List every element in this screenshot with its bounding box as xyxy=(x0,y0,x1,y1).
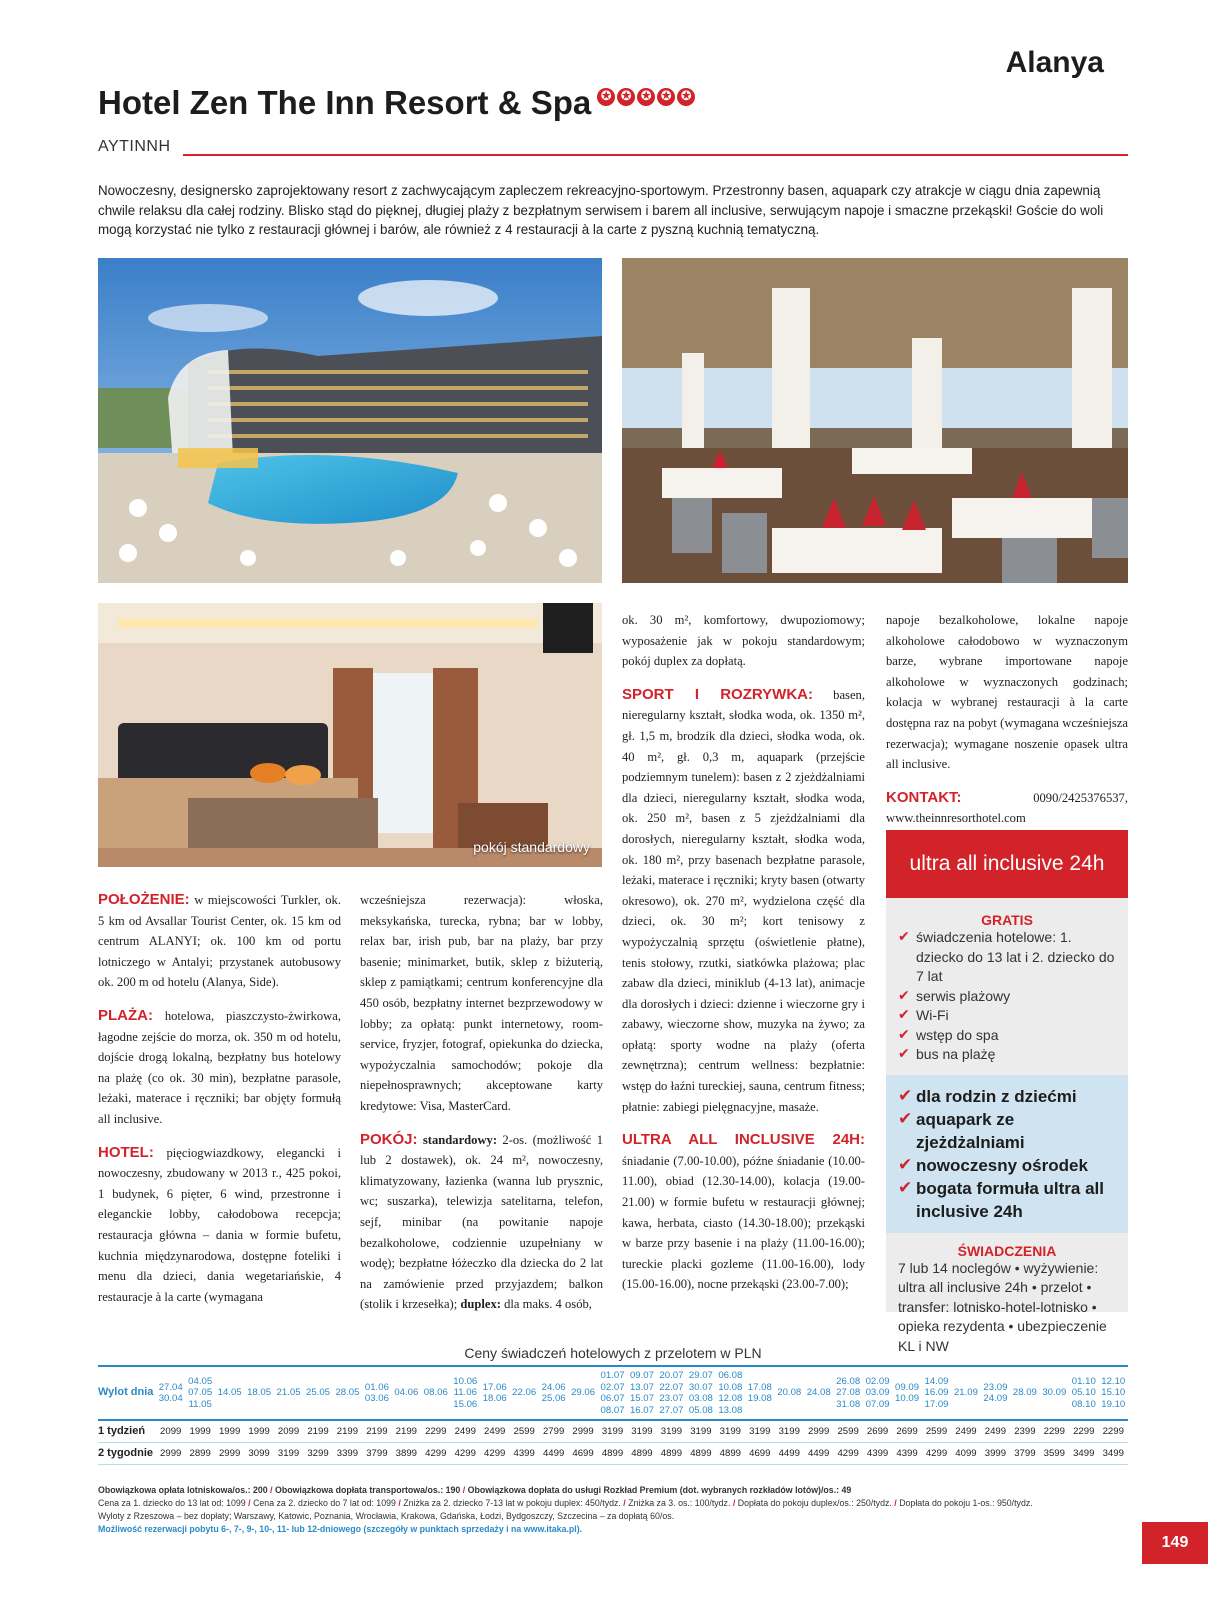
price-cell: 4899 xyxy=(716,1442,745,1464)
price-cell: 1999 xyxy=(215,1420,244,1442)
departure-date: 16.07 xyxy=(629,1404,654,1416)
separator: / xyxy=(248,1498,251,1508)
text-pokoj-2: dla maks. 4 osób, xyxy=(500,1297,592,1312)
text-kontakt: 0090/2425376537, www.theinnresorthotel.com xyxy=(886,790,1128,826)
departure-date-cell xyxy=(1010,1366,1039,1420)
star-icon: ✪ xyxy=(657,88,675,106)
star-icon: ✪ xyxy=(597,88,615,106)
text-pokoj-1: 2-os. (możliwość 1 lub 2 dostawek), ok. 24 m², nowoczesny, klimatyzowany, łazienka (wanna lub prysznic, wc; suszarka), telewizja satelitarna, telefon, sejf, minibar (na powitanie napoje bezalkoholowe, codziennie uzupełniany w wodę); bezpłatne łóżeczko dla dziecka do 2 lat na zamówienie przed przyjazdem; balkon (stolik i krzesełka); xyxy=(360,1132,603,1312)
text-ultra: śniadanie (7.00-10.00), późne śniadanie (10.00-11.00), obiad (12.30-14.00), kolacja (19.00-21.00) w formie bufetu w restauracji głównej; kawa, herbata, ciasto (14.30-18.00); przekąski w barze przy basenie i na plaży (11.00-16.00); tureckie placki gozleme (11.00-16.00), lody (15.00-16.00), nocne przekąski (23.00-7.00); xyxy=(622,1153,865,1292)
price-cell: 2499 xyxy=(951,1420,980,1442)
departure-date: 16.09 xyxy=(924,1387,949,1399)
checkmark-icon: ✔ xyxy=(898,929,910,945)
note-duplex-discount: Zniżka za 2. dziecko 7-13 lat w pokoju duplex: 450/tydz. xyxy=(403,1498,621,1508)
price-notes xyxy=(98,1484,1128,1536)
price-cell: 2099 xyxy=(274,1420,303,1442)
departure-date: 15.06 xyxy=(453,1398,478,1410)
departure-date: 08.06 xyxy=(423,1387,448,1399)
checkmark-icon: ✔ xyxy=(898,1154,913,1175)
price-cell: 4899 xyxy=(598,1442,627,1464)
departure-date: 04.06 xyxy=(394,1387,419,1399)
price-cell: 4899 xyxy=(657,1442,686,1464)
departure-date: 12.08 xyxy=(718,1393,743,1404)
separator: / xyxy=(623,1498,626,1508)
departure-date-cell xyxy=(775,1366,804,1420)
departure-date-cell xyxy=(421,1366,450,1420)
departure-date: 28.05 xyxy=(335,1387,360,1399)
departure-date: 05.10 xyxy=(1071,1387,1096,1399)
heading-hotel: HOTEL: xyxy=(98,1143,154,1161)
feature-item-text: aquapark ze zjeżdżalniami xyxy=(916,1109,1025,1152)
price-cell: 2999 xyxy=(215,1442,244,1464)
price-cell: 2299 xyxy=(1040,1420,1069,1442)
gratis-item-text: wstęp do spa xyxy=(916,1026,999,1043)
section-plaza xyxy=(98,1006,341,1130)
departure-date: 19.08 xyxy=(747,1393,772,1404)
price-cell: 4299 xyxy=(451,1442,480,1464)
title-divider xyxy=(183,154,1128,156)
price-cell: 4699 xyxy=(745,1442,774,1464)
price-table-title: Ceny świadczeń hotelowych z przelotem w PLN xyxy=(464,1345,762,1361)
heading-polozenie: POŁOŻENIE: xyxy=(98,891,190,908)
departure-date-cell xyxy=(392,1366,421,1420)
price-cell: 2399 xyxy=(1010,1420,1039,1442)
departure-date: 26.08 xyxy=(836,1375,861,1387)
departure-date: 29.06 xyxy=(571,1387,596,1399)
departure-date: 18.06 xyxy=(482,1393,507,1404)
section-sport xyxy=(622,685,865,1117)
features-band xyxy=(886,1075,1128,1233)
price-cell: 3799 xyxy=(362,1442,391,1464)
price-cell: 2099 xyxy=(156,1420,185,1442)
ultra-all-inclusive-box xyxy=(886,830,1128,1354)
departure-date: 21.09 xyxy=(953,1387,978,1399)
column-4 xyxy=(886,610,1128,842)
departure-date-cell xyxy=(244,1366,273,1420)
hotel-title xyxy=(98,84,695,122)
departure-date-cell xyxy=(981,1366,1010,1420)
departure-date: 24.08 xyxy=(806,1387,831,1399)
feature-item-text: bogata formuła ultra all inclusive 24h xyxy=(916,1178,1104,1221)
price-cell: 3199 xyxy=(716,1420,745,1442)
price-cell: 3199 xyxy=(686,1420,715,1442)
photo-caption: pokój standardowy xyxy=(473,839,590,855)
departure-date: 27.07 xyxy=(659,1404,684,1416)
departure-date: 11.06 xyxy=(453,1387,477,1399)
price-cell: 2199 xyxy=(392,1420,421,1442)
departure-date: 14.09 xyxy=(924,1375,949,1387)
separator: / xyxy=(894,1498,897,1508)
pokoj-continued: ok. 30 m², komfortowy, dwupoziomowy; wyposażenie jak w pokoju standardowym; pokój duplex za dopłatą. xyxy=(622,613,865,669)
features-list xyxy=(898,1085,1116,1223)
checkmark-icon: ✔ xyxy=(898,1177,913,1198)
departure-date-cell xyxy=(863,1366,892,1420)
price-row-2-weeks xyxy=(98,1442,1128,1464)
departure-date-cell xyxy=(657,1366,686,1420)
price-cell: 3199 xyxy=(627,1420,656,1442)
departure-date: 15.07 xyxy=(629,1393,654,1404)
section-ultra xyxy=(622,1130,865,1295)
departure-date-cell xyxy=(686,1366,715,1420)
departure-date: 13.07 xyxy=(629,1381,654,1393)
departure-date: 10.09 xyxy=(895,1393,920,1404)
price-cell: 4399 xyxy=(892,1442,921,1464)
departure-date-cell xyxy=(215,1366,244,1420)
departure-date-cell xyxy=(451,1366,480,1420)
departure-date: 28.09 xyxy=(1012,1387,1037,1399)
departure-date: 06.07 xyxy=(600,1393,625,1404)
departure-date: 06.08 xyxy=(718,1370,743,1381)
departure-date-cell xyxy=(745,1366,774,1420)
text-hotel: pięciogwiazdkowy, elegancki i nowoczesny, zbudowany w 2013 r., 425 pokoi, 1 budynek, 6 pięter, 6 wind, przestronne i eleganckie lobby, całodobowa recepcja; restauracja główna – dania w formie bufetu, kuchnia międzynarodowa, dostępne foteliki i menu dla dzieci, dania wegetariańskie, 4 restauracje à la carte (wymagana xyxy=(98,1145,341,1304)
photo-standard-room xyxy=(98,603,602,867)
price-cell: 4699 xyxy=(568,1442,597,1464)
price-cell: 3999 xyxy=(981,1442,1010,1464)
region-name: Alanya xyxy=(1005,46,1104,79)
departure-date: 22.06 xyxy=(512,1387,537,1399)
price-cell: 3899 xyxy=(392,1442,421,1464)
departure-date: 02.09 xyxy=(865,1375,890,1387)
departure-date: 27.04 xyxy=(158,1381,183,1393)
departure-date: 07.09 xyxy=(865,1398,890,1410)
departure-date-cell xyxy=(333,1366,362,1420)
gratis-item xyxy=(898,1026,1116,1046)
swiadczenia-text: 7 lub 14 noclegów • wyżywienie: ultra all inclusive 24h • przelot • transfer: lotnisko-hotel-lotnisko • opieka rezydenta • ubezpieczenie KL i NW xyxy=(898,1259,1107,1354)
departure-date: 02.07 xyxy=(600,1381,625,1393)
departure-date-cell xyxy=(480,1366,509,1420)
departure-date: 08.07 xyxy=(600,1404,625,1416)
price-cell: 2799 xyxy=(539,1420,568,1442)
separator: / xyxy=(270,1485,273,1495)
departure-date-cell xyxy=(362,1366,391,1420)
price-cell: 4299 xyxy=(421,1442,450,1464)
note-child1-price: Cena za 1. dziecko do 13 lat od: 1099 xyxy=(98,1498,246,1508)
checkmark-icon: ✔ xyxy=(898,1026,910,1043)
departure-date-cell xyxy=(716,1366,745,1420)
departure-date-cell xyxy=(892,1366,921,1420)
note-duplex-surcharge: Dopłata do pokoju duplex/os.: 250/tydz. xyxy=(737,1498,892,1508)
departure-date-cell xyxy=(598,1366,627,1420)
price-cell: 4899 xyxy=(686,1442,715,1464)
departure-date: 24.09 xyxy=(983,1393,1008,1404)
column-1 xyxy=(98,890,341,1320)
departure-date: 03.09 xyxy=(865,1387,890,1399)
feature-item-text: nowoczesny ośrodek xyxy=(916,1155,1088,1175)
departure-date: 30.04 xyxy=(158,1393,183,1404)
departure-date-cell xyxy=(568,1366,597,1420)
notes-line-3: Wyloty z Rzeszowa – bez dopłaty; Warszawy, Katowic, Poznania, Wrocławia, Krakowa, Gdańska, Łodzi, Bydgoszczy, Szczecina – za dopłatą 60/os. xyxy=(98,1511,675,1521)
price-cell: 3199 xyxy=(775,1420,804,1442)
intro-paragraph: Nowoczesny, designersko zaprojektowany resort z zachwycającym zapleczem rekreacyjno-sportowym. Przestronny basen, aquapark czy atrakcje w ciągu dnia zapewnią chwile relaksu dla całej rodziny. Blisko stąd do pięknej, długiej plaży z bezpłatnym serwisem i barem all inclusive, serwującym napoje i smaczne przekąski! Goście do woli mogą korzystać nie tylko z restauracji głównej i barów, ale również z 4 restauracji à la carte z pyszną kuchnią tematyczną. xyxy=(98,183,1104,237)
departure-dates-label: Wylot dnia xyxy=(98,1386,154,1399)
checkmark-icon: ✔ xyxy=(898,1046,910,1062)
departure-date: 09.07 xyxy=(629,1370,654,1381)
feature-item-text: dla rodzin z dziećmi xyxy=(916,1086,1077,1106)
departure-date: 29.07 xyxy=(688,1370,713,1381)
departure-date: 25.06 xyxy=(541,1393,566,1404)
swiadczenia-label: ŚWIADCZENIA xyxy=(957,1242,1057,1259)
note-airport-fee: Obowiązkowa opłata lotniskowa/os.: 200 xyxy=(98,1485,268,1495)
departure-date: 05.08 xyxy=(688,1404,713,1416)
hotel-name: Hotel Zen The Inn Resort & Spa xyxy=(98,84,592,121)
price-cell: 2599 xyxy=(833,1420,862,1442)
price-cell: 3099 xyxy=(244,1442,273,1464)
gratis-item-text: świadczenia hotelowe: 1. dziecko do 13 lat i 2. dziecko do 7 lat xyxy=(916,929,1115,984)
price-cell: 3599 xyxy=(1040,1442,1069,1464)
separator: / xyxy=(732,1498,736,1508)
departure-date: 22.07 xyxy=(659,1381,684,1393)
feature-item xyxy=(898,1177,1116,1223)
departure-date-cell xyxy=(833,1366,862,1420)
price-cell: 4299 xyxy=(833,1442,862,1464)
price-cell: 2499 xyxy=(480,1420,509,1442)
gratis-item xyxy=(898,1006,1116,1026)
price-cell: 1999 xyxy=(185,1420,214,1442)
checkmark-icon: ✔ xyxy=(898,987,910,1004)
departure-date: 11.05 xyxy=(188,1398,212,1410)
departure-date: 19.10 xyxy=(1101,1398,1126,1410)
departure-date: 07.05 xyxy=(188,1387,213,1399)
price-cell: 3499 xyxy=(1099,1442,1129,1464)
departure-date: 24.06 xyxy=(541,1381,566,1393)
departure-date: 23.09 xyxy=(983,1381,1008,1393)
departure-date: 15.10 xyxy=(1101,1387,1126,1399)
departure-date: 04.05 xyxy=(188,1375,213,1387)
star-rating xyxy=(597,88,695,106)
departure-date-cell xyxy=(951,1366,980,1420)
departure-date: 10.06 xyxy=(453,1375,478,1387)
departure-date-cell xyxy=(627,1366,656,1420)
departure-dates-row xyxy=(98,1366,1128,1420)
notes-line-2 xyxy=(98,1497,1128,1510)
star-icon: ✪ xyxy=(677,88,695,106)
price-cell: 2699 xyxy=(863,1420,892,1442)
checkmark-icon: ✔ xyxy=(898,1108,913,1129)
departure-date: 01.10 xyxy=(1071,1375,1096,1387)
column-3 xyxy=(622,610,865,1308)
price-cell: 2499 xyxy=(981,1420,1010,1442)
price-cell: 4499 xyxy=(539,1442,568,1464)
section-pokoj xyxy=(360,1130,603,1315)
price-cell: 2699 xyxy=(892,1420,921,1442)
price-cell: 2999 xyxy=(156,1442,185,1464)
heading-ultra: ULTRA ALL INCLUSIVE 24H: xyxy=(622,1131,865,1149)
price-cell: 2199 xyxy=(362,1420,391,1442)
departure-date-cell xyxy=(922,1366,951,1420)
note-single-surcharge: Dopłata do pokoju 1-os.: 950/tydz. xyxy=(899,1498,1033,1508)
departure-date: 14.05 xyxy=(217,1387,242,1399)
column-2 xyxy=(360,890,603,1328)
departure-date-cell xyxy=(1099,1366,1129,1420)
price-cell: 2299 xyxy=(421,1420,450,1442)
price-cell: 3199 xyxy=(657,1420,686,1442)
price-cell: 2599 xyxy=(922,1420,951,1442)
price-cell: 2999 xyxy=(568,1420,597,1442)
week2-label: 2 tygodnie xyxy=(98,1442,156,1464)
gratis-list xyxy=(886,928,1128,1065)
price-cell: 4399 xyxy=(509,1442,538,1464)
section-hotel xyxy=(98,1143,341,1308)
departure-date: 30.09 xyxy=(1042,1387,1067,1399)
note-premium-fee: Obowiązkowa dopłata do usługi Rozkład Premium (dot. wybranych rozkładów lotów)/os.: 49 xyxy=(467,1485,852,1495)
section-polozenie xyxy=(98,890,341,993)
pokoj-standard-label: standardowy: xyxy=(417,1132,498,1147)
photo-restaurant xyxy=(622,258,1128,583)
checkmark-icon: ✔ xyxy=(898,1085,913,1106)
text-sport: basen, nieregularny kształt, słodka woda, ok. 1350 m², gł. 1,5 m, brodzik dla dzieci, słodka woda, ok. 40 m², gł. 0,3 m, aquapark (przejście podziemnym tunelem): basen z 2 zjeżdżalniami dla dzieci, nieregularny kształt, słodka woda, ok. 250 m², basen z 5 zjeżdżalniami dla dorosłych, nieregularny kształt, słodka woda, ok. 180 m², przy basenach bezpłatne parasole, leżaki, materace i ręczniki; kryty basen (otwarty okresowo), ok. 270 m², wydzielona część dla dzieci, ok. 30 m²; kort tenisowy z wypożyczalnią sprzętu (oświetlenie płatne), tenis stołowy, rzutki, siatkówka plażowa; plac zabaw dla dzieci, miniklub (4-13 lat), animacje dla dorosłych i dzieci: dzienne i wieczorne gry i zabawy, wieczorne show, muzyka na żywo; za opłatą: sporty wodne na plaży (oferta zewnętrzna); centrum wellness: bezpłatnie: wstęp do łaźni tureckiej, sauna, centrum fitness; płatnie: zabiegi pielęgnacyjne, masaże. xyxy=(622,687,866,1114)
heading-plaza: PLAŻA: xyxy=(98,1006,153,1024)
departure-date: 20.08 xyxy=(777,1387,802,1399)
price-cell: 3199 xyxy=(274,1442,303,1464)
departure-date: 18.05 xyxy=(247,1387,272,1399)
price-cell: 2999 xyxy=(804,1420,833,1442)
departure-date: 03.08 xyxy=(688,1393,713,1404)
price-row-1-week xyxy=(98,1420,1128,1442)
gratis-item-text: Wi-Fi xyxy=(916,1007,949,1023)
price-cell: 4299 xyxy=(480,1442,509,1464)
departure-date: 31.08 xyxy=(836,1398,861,1410)
departure-date-cell xyxy=(509,1366,538,1420)
price-cell: 1999 xyxy=(244,1420,273,1442)
departure-date-cell xyxy=(1069,1366,1098,1420)
price-cell: 2499 xyxy=(451,1420,480,1442)
notes-line-4: Możliwość rezerwacji pobytu 6-, 7-, 9-, 10-, 11- lub 12-dniowego (szczegóły w punktach sprzedaży i na www.itaka.pl). xyxy=(98,1524,583,1534)
photo-resort-pool xyxy=(98,258,602,583)
heading-sport: SPORT I ROZRYWKA: xyxy=(622,685,813,703)
departure-date: 08.10 xyxy=(1071,1398,1096,1410)
separator: / xyxy=(398,1498,401,1508)
gratis-item-text: serwis plażowy xyxy=(916,987,1011,1004)
star-icon: ✪ xyxy=(617,88,635,106)
heading-pokoj: POKÓJ: xyxy=(360,1130,418,1148)
departure-date-cell xyxy=(185,1366,214,1420)
departure-date-cell xyxy=(1040,1366,1069,1420)
text-polozenie: w miejscowości Turkler, ok. 5 km od Avsallar Tourist Center, ok. 15 km od centrum ALANYI; ok. 100 km od portu lotniczego w Antalyi; przystanek autobusowy ok. 200 m od hotelu (Alanya, Side). xyxy=(98,893,341,990)
price-cell: 4399 xyxy=(863,1442,892,1464)
departure-date: 23.07 xyxy=(659,1393,684,1404)
departure-date: 09.09 xyxy=(895,1381,920,1393)
price-cell: 3399 xyxy=(333,1442,362,1464)
hotel-local-name: AYTINNH xyxy=(98,138,171,155)
price-cell: 2199 xyxy=(303,1420,332,1442)
departure-date: 25.05 xyxy=(305,1387,330,1399)
departure-date: 03.06 xyxy=(364,1393,389,1404)
departure-date: 17.09 xyxy=(924,1398,949,1410)
checkmark-icon: ✔ xyxy=(898,1007,910,1023)
note-third-person-discount: Zniżka za 3. os.: 100/tydz. xyxy=(628,1498,731,1508)
price-cell: 2299 xyxy=(1069,1420,1098,1442)
departure-date-cell xyxy=(303,1366,332,1420)
hotel-continued: wcześniejsza rezerwacja): włoska, meksykańska, turecka, rybna; bar w lobby, relax bar, irish pub, bar na plaży, bar przy basenie; minimarket, butik, sklep z biżuterią, sklep z pamiątkami; centrum konferencyjne dla 450 osób, bezpłatny internet bezprzewodowy w lobby; za opłatą: punkt internetowy, room-service, fryzjer, fotograf, opiekunka do dziecka, wypożyczalnia samochodów; pokoje dla niepełnosprawnych; akceptowane karty kredytowe: Visa, MasterCard. xyxy=(360,893,603,1113)
price-cell: 4899 xyxy=(627,1442,656,1464)
price-cell: 3499 xyxy=(1069,1442,1098,1464)
departure-date: 12.10 xyxy=(1101,1375,1126,1387)
price-cell: 3199 xyxy=(745,1420,774,1442)
gratis-item xyxy=(898,1045,1116,1065)
price-cell: 4499 xyxy=(804,1442,833,1464)
price-cell: 4299 xyxy=(922,1442,951,1464)
price-cell: 4099 xyxy=(951,1442,980,1464)
departure-date: 30.07 xyxy=(688,1381,713,1393)
ultra-continued: napoje bezalkoholowe, lokalne napoje alkoholowe całodobowo w wyznaczonym barze, wybrane importowane napoje alkoholowe w wyznaczonych godzinach; kolacja w wybranej restauracji à la carte dostępna raz na pobyt (wymagana wcześniejsza rezerwacja); wymagane noszenie opasek ultra all inclusive. xyxy=(886,613,1128,772)
page-number: 149 xyxy=(1142,1522,1208,1564)
departure-date: 10.08 xyxy=(718,1381,743,1393)
price-cell: 2599 xyxy=(509,1420,538,1442)
text-plaza: hotelowa, piaszczysto-żwirkowa, łagodne zejście do morza, ok. 350 m od hotelu, dojście drogą lokalną, bezpłatny bus hotelowy na plażę (co ok. 30 min), bezpłatne parasole, leżaki, materace i ręczniki; bar objęty formułą all inclusive. xyxy=(98,1008,341,1126)
feature-item xyxy=(898,1085,1116,1108)
departure-date: 01.06 xyxy=(364,1381,389,1393)
departure-date: 13.08 xyxy=(718,1404,743,1416)
gratis-item xyxy=(898,987,1116,1007)
departure-date: 17.06 xyxy=(482,1381,507,1393)
price-table xyxy=(98,1365,1128,1465)
ultra-box-title: ultra all inclusive 24h xyxy=(886,830,1128,898)
departure-date: 17.08 xyxy=(747,1381,772,1393)
notes-line-1 xyxy=(98,1484,1128,1497)
note-transport-fee: Obowiązkowa dopłata transportowa/os.: 190 xyxy=(274,1485,461,1495)
departure-date: 27.08 xyxy=(836,1387,861,1399)
separator: / xyxy=(462,1485,466,1495)
price-cell: 2299 xyxy=(1099,1420,1129,1442)
price-cell: 3299 xyxy=(303,1442,332,1464)
departure-date-cell xyxy=(804,1366,833,1420)
departure-date: 01.07 xyxy=(600,1370,625,1381)
gratis-item-text: bus na plażę xyxy=(916,1046,996,1062)
departure-date-cell xyxy=(274,1366,303,1420)
heading-kontakt: KONTAKT: xyxy=(886,788,962,806)
star-icon: ✪ xyxy=(637,88,655,106)
price-cell: 3799 xyxy=(1010,1442,1039,1464)
section-kontakt xyxy=(886,788,1128,829)
departure-date-cell xyxy=(156,1366,185,1420)
price-cell: 2199 xyxy=(333,1420,362,1442)
pokoj-duplex-label: duplex: xyxy=(457,1297,501,1312)
departure-date: 20.07 xyxy=(659,1370,684,1381)
price-cell: 2899 xyxy=(185,1442,214,1464)
price-cell: 4499 xyxy=(775,1442,804,1464)
price-cell: 3199 xyxy=(598,1420,627,1442)
week1-label: 1 tydzień xyxy=(98,1420,156,1442)
gratis-item xyxy=(898,928,1116,987)
departure-date: 21.05 xyxy=(276,1387,301,1399)
feature-item xyxy=(898,1108,1116,1154)
feature-item xyxy=(898,1154,1116,1177)
note-child2-price: Cena za 2. dziecko do 7 lat od: 1099 xyxy=(253,1498,396,1508)
gratis-label: GRATIS xyxy=(981,912,1033,928)
departure-date-cell xyxy=(539,1366,568,1420)
